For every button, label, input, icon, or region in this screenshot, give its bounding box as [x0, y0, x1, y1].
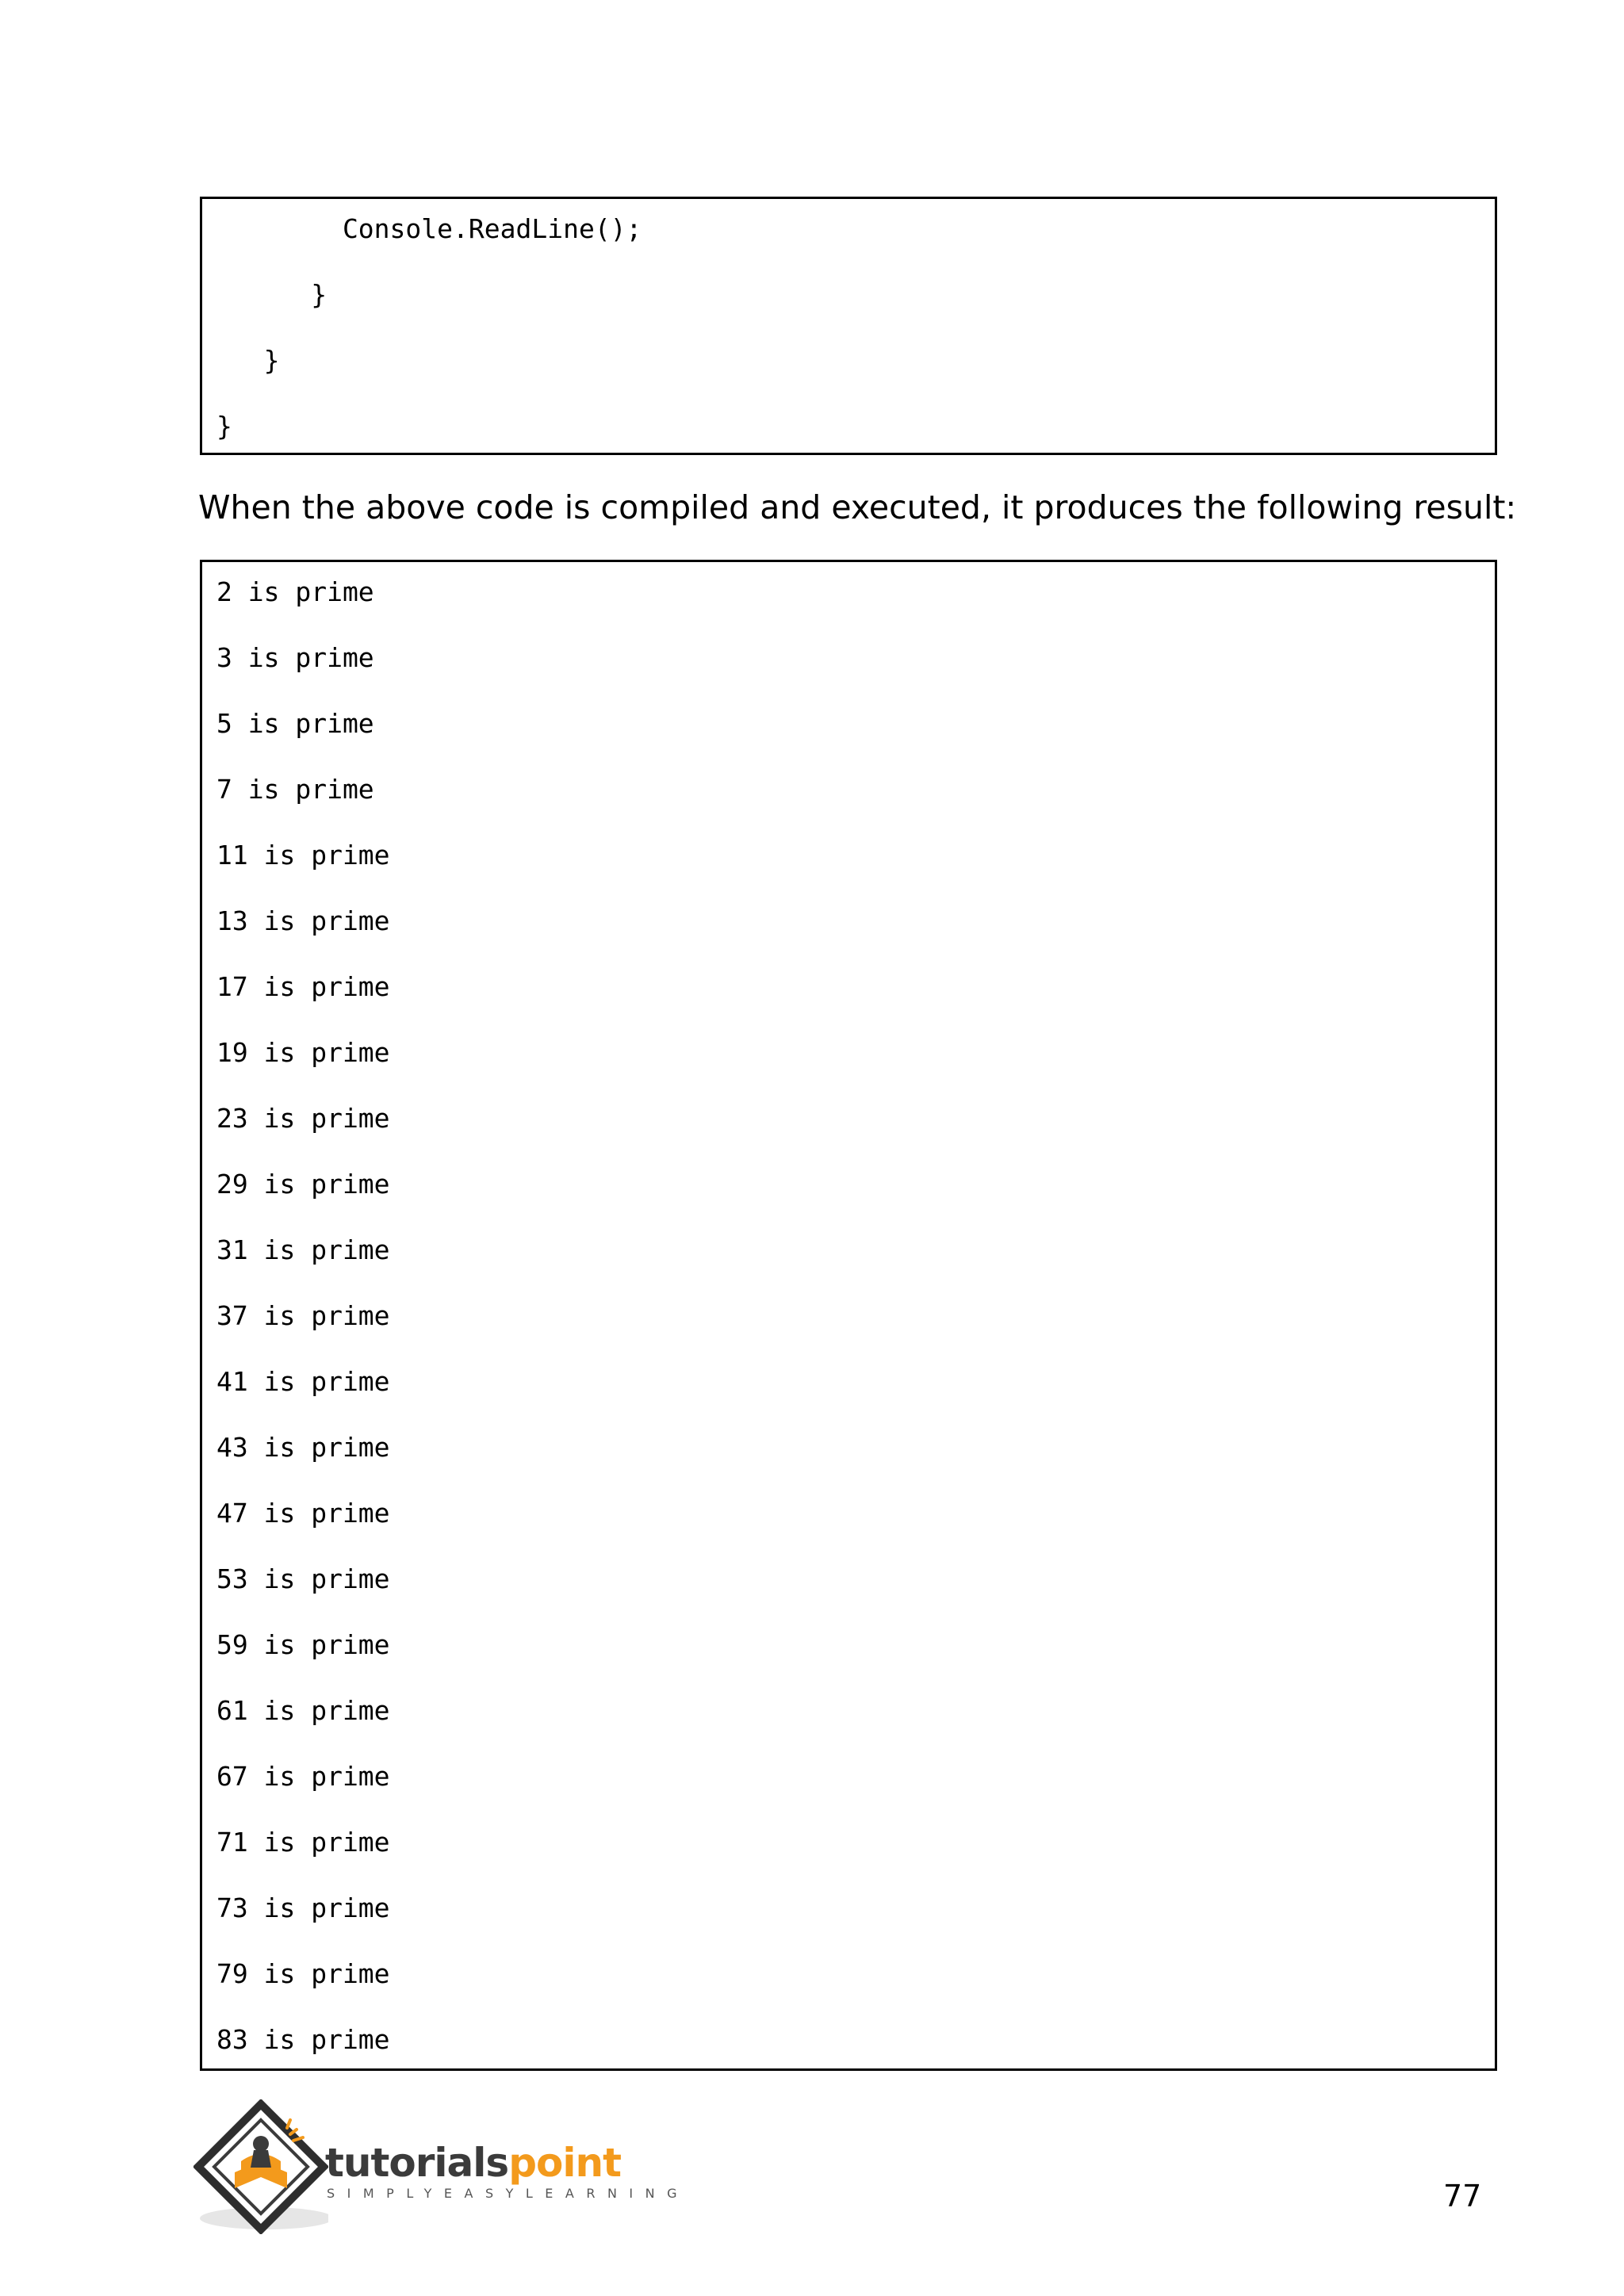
output-line: 41 is prime: [216, 1366, 390, 1397]
output-line: 3 is prime: [216, 642, 374, 673]
code-block: [200, 197, 1497, 455]
output-line: 53 is prime: [216, 1563, 390, 1594]
code-line: }: [216, 345, 280, 376]
body-paragraph: When the above code is compiled and executed, it produces the following result:: [198, 488, 1517, 526]
output-block: [200, 560, 1497, 2071]
output-line: 19 is prime: [216, 1037, 390, 1068]
output-line: 37 is prime: [216, 1300, 390, 1331]
output-line: 13 is prime: [216, 905, 390, 936]
output-line: 83 is prime: [216, 2024, 390, 2055]
output-line: 17 is prime: [216, 971, 390, 1002]
output-line: 5 is prime: [216, 708, 374, 739]
logo-text-dark: tutorials: [325, 2140, 509, 2186]
output-line: 2 is prime: [216, 576, 374, 607]
output-line: 73 is prime: [216, 1892, 390, 1923]
logo-text-accent: point: [508, 2140, 621, 2186]
code-line: }: [216, 411, 232, 442]
output-line: 11 is prime: [216, 840, 390, 871]
output-line: 31 is prime: [216, 1234, 390, 1265]
code-line: Console.ReadLine();: [216, 213, 642, 244]
output-line: 61 is prime: [216, 1695, 390, 1726]
output-line: 43 is prime: [216, 1432, 390, 1463]
code-line: }: [216, 279, 327, 310]
output-line: 79 is prime: [216, 1958, 390, 1989]
logo-wordmark: [325, 2141, 621, 2185]
output-line: 23 is prime: [216, 1103, 390, 1134]
output-line: 71 is prime: [216, 1827, 390, 1858]
logo-tagline: SIMPLYEASYLEARNING: [327, 2186, 690, 2201]
output-line: 67 is prime: [216, 1761, 390, 1792]
output-line: 47 is prime: [216, 1498, 390, 1529]
output-line: 59 is prime: [216, 1629, 390, 1660]
output-line: 29 is prime: [216, 1169, 390, 1200]
tutorialspoint-logo-icon: [193, 2099, 328, 2234]
page-number: 77: [1443, 2179, 1482, 2214]
output-line: 7 is prime: [216, 774, 374, 805]
